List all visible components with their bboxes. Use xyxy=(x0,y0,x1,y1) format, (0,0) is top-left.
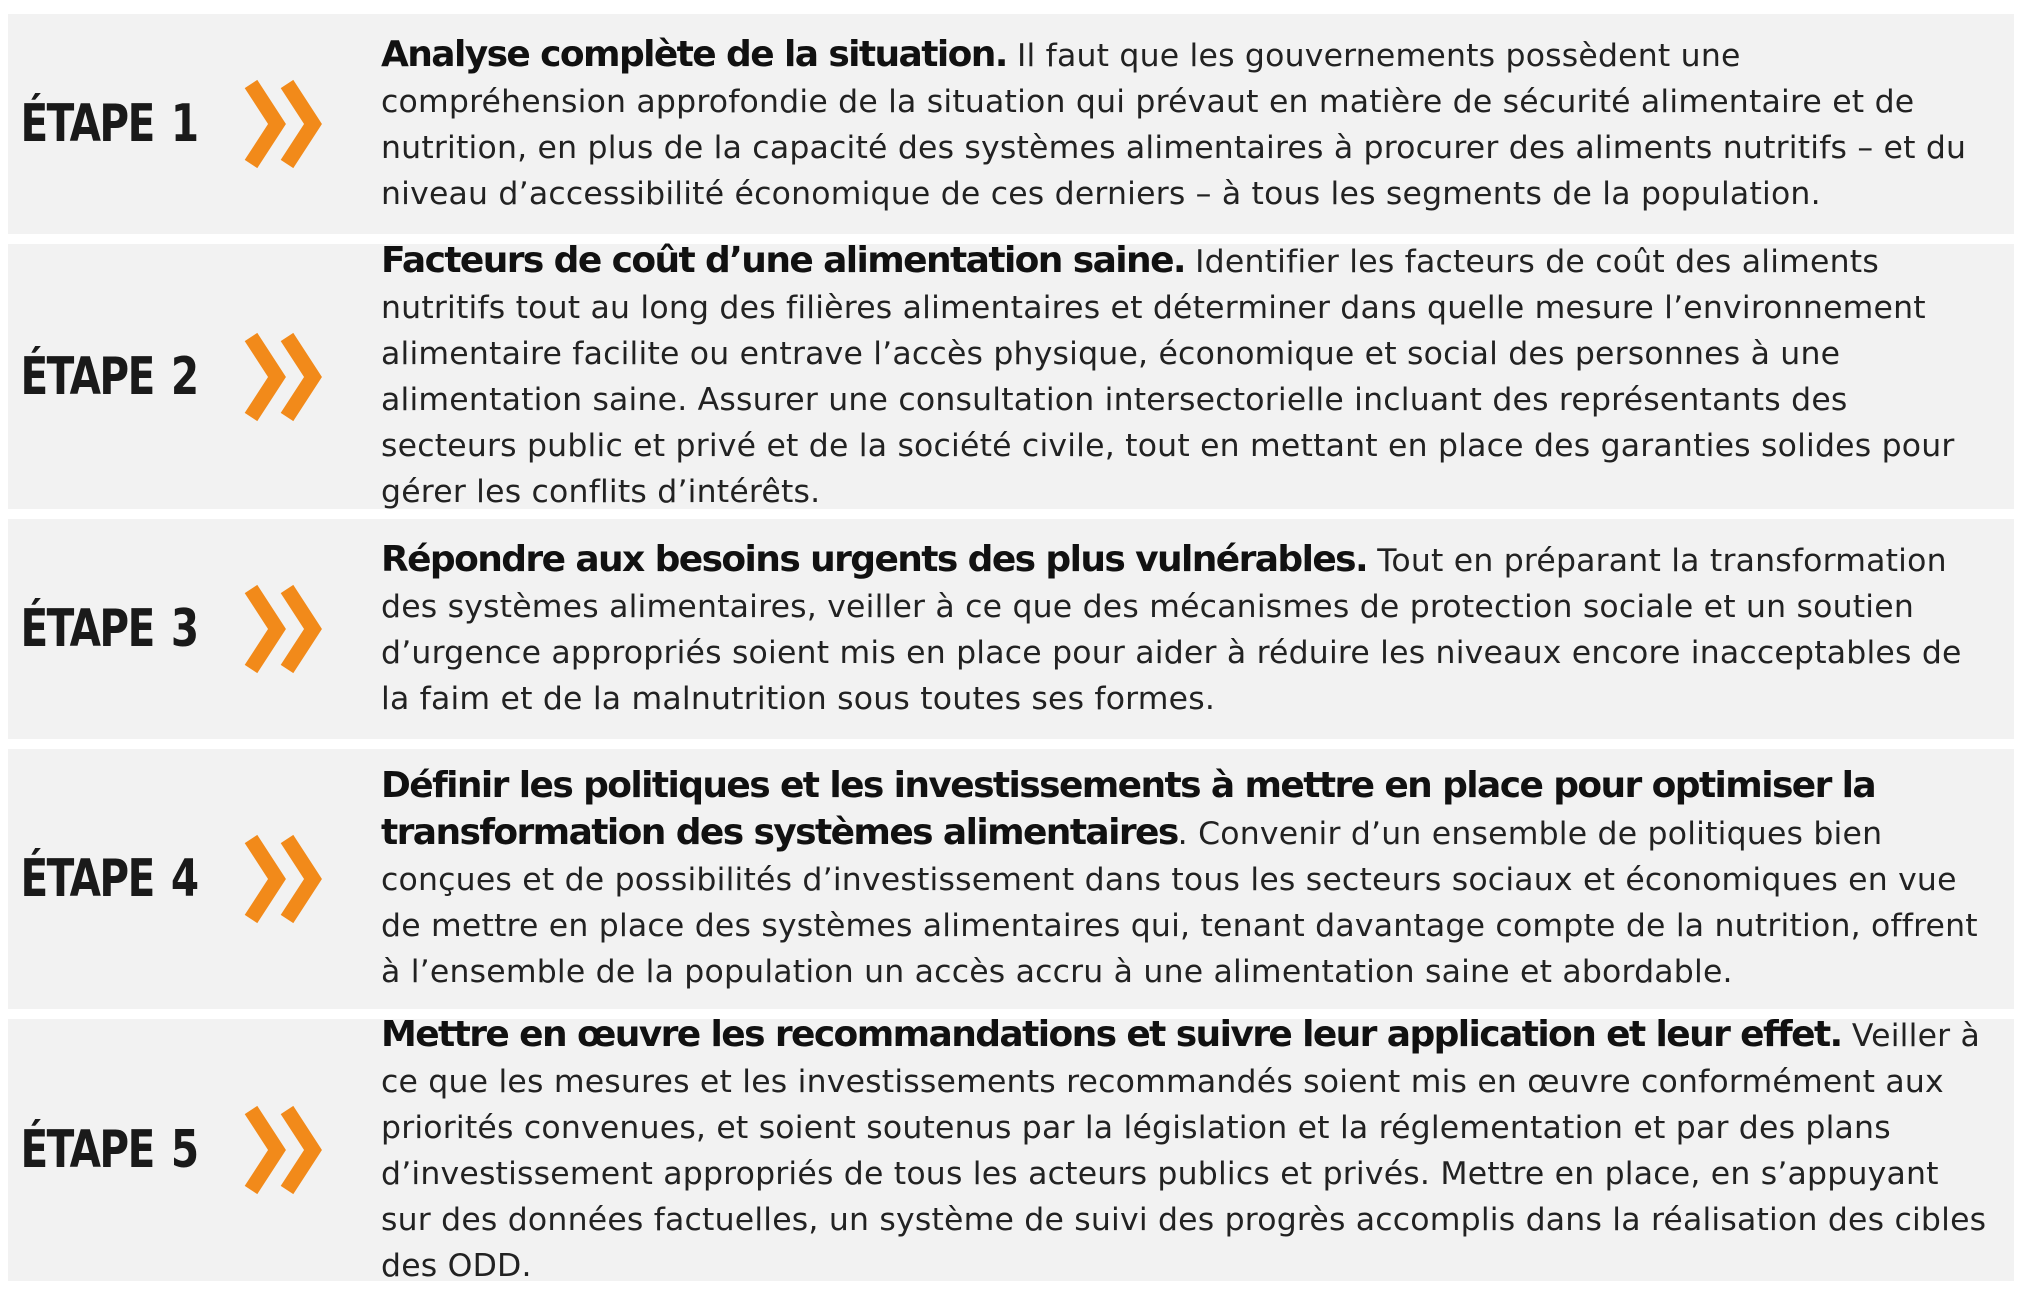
step-description xyxy=(381,238,2014,515)
double-chevron-right-icon xyxy=(243,831,381,927)
step-number: 4 xyxy=(170,849,198,909)
step-title: Répondre aux besoins urgents des plus vulnérables. xyxy=(381,538,1368,580)
double-chevron-right-icon xyxy=(243,76,381,172)
step-label xyxy=(8,346,198,407)
step-title: Analyse complète de la situation. xyxy=(381,33,1007,75)
step-label xyxy=(8,1120,198,1180)
step-body: Tout en préparant la transformation des systèmes alimentaires, veiller à ce que des mécanismes de protection sociale et un soutien d’urgence appropriés soient mis en place pour aider à réduire les niveaux encore inacceptables de la faim et de la malnutrition sous toutes ses formes. xyxy=(381,542,1962,717)
steps-list xyxy=(8,14,2014,1291)
step-row xyxy=(8,749,2014,1009)
step-title: Mettre en œuvre les recommandations et suivre leur application et leur effet. xyxy=(381,1013,1842,1055)
step-label xyxy=(8,849,198,909)
step-body: . Convenir d’un ensemble de politiques bien conçues et de possibilités d’investissement dans tous les secteurs sociaux et économiques en vue de mettre en place des systèmes alimentaires qui, tenant davantage compte de la nutrition, offrent à l’ensemble de la population un accès accru à une alimentation saine et abordable. xyxy=(381,816,1978,990)
step-title: Facteurs de coût d’une alimentation saine. xyxy=(381,240,1185,281)
step-description xyxy=(381,763,2014,995)
step-word: ÉTAPE xyxy=(20,346,154,407)
step-number: 2 xyxy=(170,346,198,407)
double-chevron-right-icon xyxy=(243,329,381,425)
step-description xyxy=(381,32,2014,217)
step-row xyxy=(8,240,2014,510)
step-number: 3 xyxy=(170,599,198,659)
step-body: Il faut que les gouvernements possèdent une compréhension approfondie de la situation qui prévaut en matière de sécurité alimentaire et de nutrition, en plus de la capacité des systèmes alimentaires à procurer des aliments nutritifs – et du niveau d’accessibilité économique de ces derniers – à tous les segments de la population. xyxy=(381,37,1967,212)
step-number: 1 xyxy=(170,94,198,154)
step-body: Identifier les facteurs de coût des aliments nutritifs tout au long des filières alimentaires et déterminer dans quelle mesure l’environnement alimentaire facilite ou entrave l’accès physique, économique et social des personnes à une alimentation saine. Assurer une consultation intersectorielle incluant des représentants des secteurs public et privé et de la société civile, tout en mettant en place des garanties solides pour gérer les conflits d’intérêts. xyxy=(381,244,1955,510)
step-row xyxy=(8,519,2014,739)
step-row xyxy=(8,14,2014,234)
step-number: 5 xyxy=(170,1120,198,1180)
step-label xyxy=(8,599,198,659)
step-word: ÉTAPE xyxy=(20,599,154,659)
step-word: ÉTAPE xyxy=(20,94,154,154)
double-chevron-right-icon xyxy=(243,1102,381,1198)
double-chevron-right-icon xyxy=(243,581,381,677)
step-description xyxy=(381,1012,2014,1289)
step-word: ÉTAPE xyxy=(20,849,154,909)
step-word: ÉTAPE xyxy=(20,1120,154,1180)
step-description xyxy=(381,537,2014,722)
step-body: Veiller à ce que les mesures et les investissements recommandés soient mis en œuvre conformément aux priorités convenues, et soient soutenus par la législation et la réglementation et par des plans d’investissement appropriés de tous les acteurs publics et privés. Mettre en place, en s’appuyant sur des données factuelles, un système de suivi des progrès accomplis dans la réalisation des cibles des ODD. xyxy=(381,1017,1987,1284)
step-title: Définir les politiques et les investissements à mettre en place pour optimiser la transformation des systèmes alimentaires xyxy=(381,765,1876,853)
step-label xyxy=(8,94,198,154)
step-row xyxy=(8,1013,2014,1284)
